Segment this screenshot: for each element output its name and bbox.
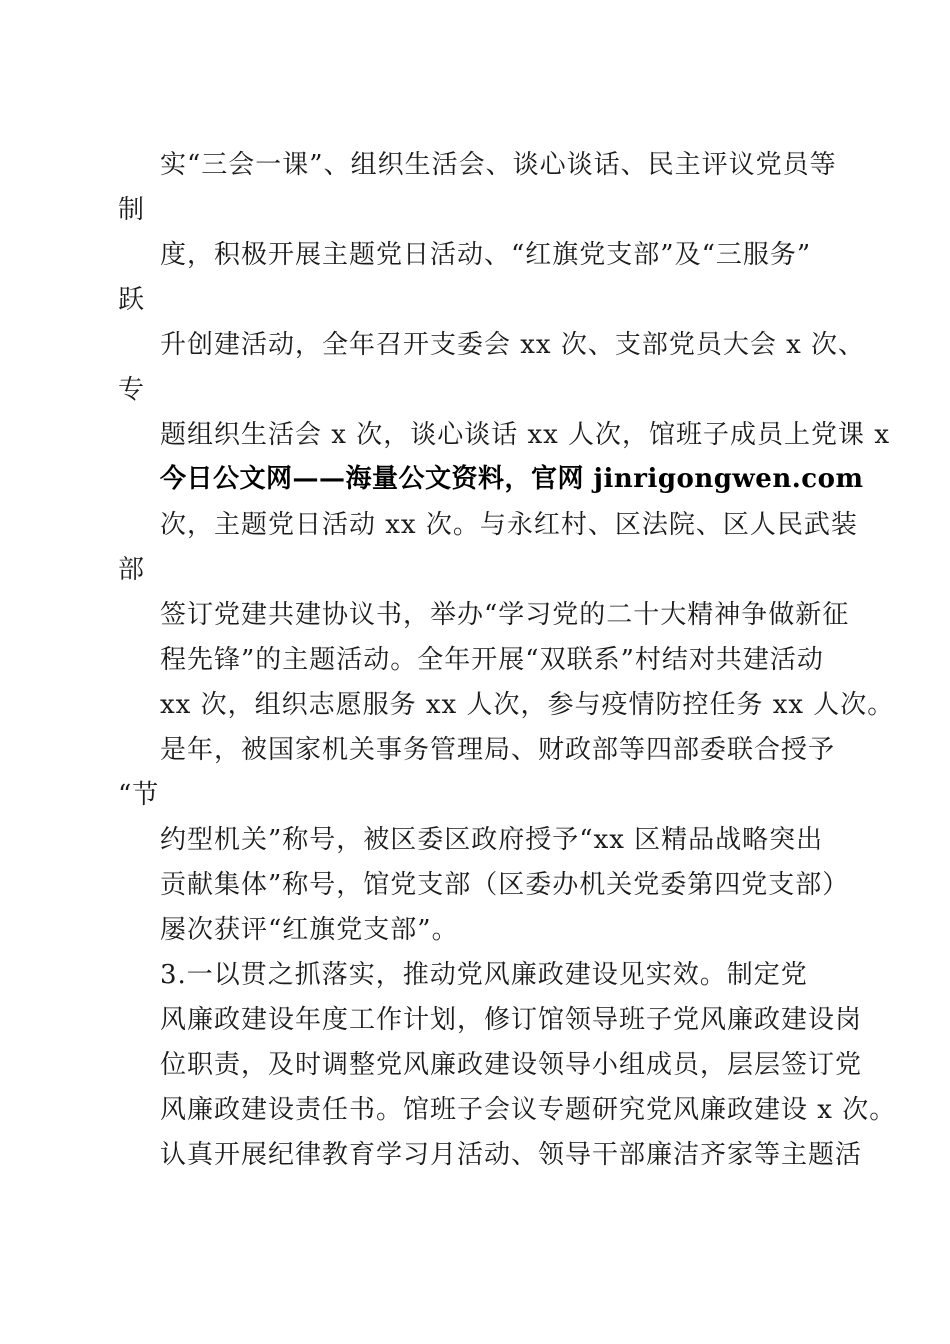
paragraph-line: 屡次获评“红旗党支部”。: [160, 915, 459, 945]
paragraph-line: 专: [118, 375, 146, 405]
paragraph-line: 风廉政建设年度工作计划，修订馆领导班子党风廉政建设岗: [160, 1005, 863, 1035]
paragraph-line: xx 次，组织志愿服务 xx 人次，参与疫情防控任务 xx 人次。: [160, 690, 895, 720]
paragraph-line: 风廉政建设责任书。馆班子会议专题研究党风廉政建设 x 次。: [160, 1095, 897, 1125]
paragraph-line: 是年，被国家机关事务管理局、财政部等四部委联合授予: [160, 735, 836, 765]
paragraph-line: 认真开展纪律教育学习月活动、领导干部廉洁齐家等主题活: [160, 1140, 863, 1170]
paragraph-line: 次，主题党日活动 xx 次。与永红村、区法院、区人民武装: [160, 510, 858, 540]
paragraph-line: 位职责，及时调整党风廉政建设领导小组成员，层层签订党: [160, 1050, 863, 1080]
section-heading-line: 3.一以贯之抓落实，推动党风廉政建设见实效。制定党: [160, 960, 808, 990]
paragraph-line: 升创建活动，全年召开支委会 xx 次、支部党员大会 x 次、: [160, 330, 866, 360]
paragraph-line: 程先锋”的主题活动。全年开展“双联系”村结对共建活动: [160, 645, 824, 675]
paragraph-line: “节: [118, 780, 160, 810]
paragraph-line: 签订党建共建协议书，举办“学习党的二十大精神争做新征: [160, 600, 850, 630]
paragraph-line: 题组织生活会 x 次，谈心谈话 xx 人次，馆班子成员上党课 x: [160, 420, 890, 450]
paragraph-line: 跃: [118, 285, 146, 315]
paragraph-line: 部: [118, 555, 146, 585]
paragraph-line: 制: [118, 195, 146, 225]
paragraph-line: 度，积极开展主题党日活动、“红旗党支部”及“三服务”: [160, 240, 812, 270]
paragraph-line: 实“三会一课”、组织生活会、谈心谈话、民主评议党员等: [160, 150, 837, 180]
paragraph-line: 贡献集体”称号，馆党支部（区委办机关党委第四党支部）: [160, 870, 850, 900]
paragraph-line: 约型机关”称号，被区委区政府授予“xx 区精品战略突出: [160, 825, 824, 855]
watermark-banner: 今日公文网——海量公文资料，官网 jinrigongwen.com: [160, 464, 864, 494]
